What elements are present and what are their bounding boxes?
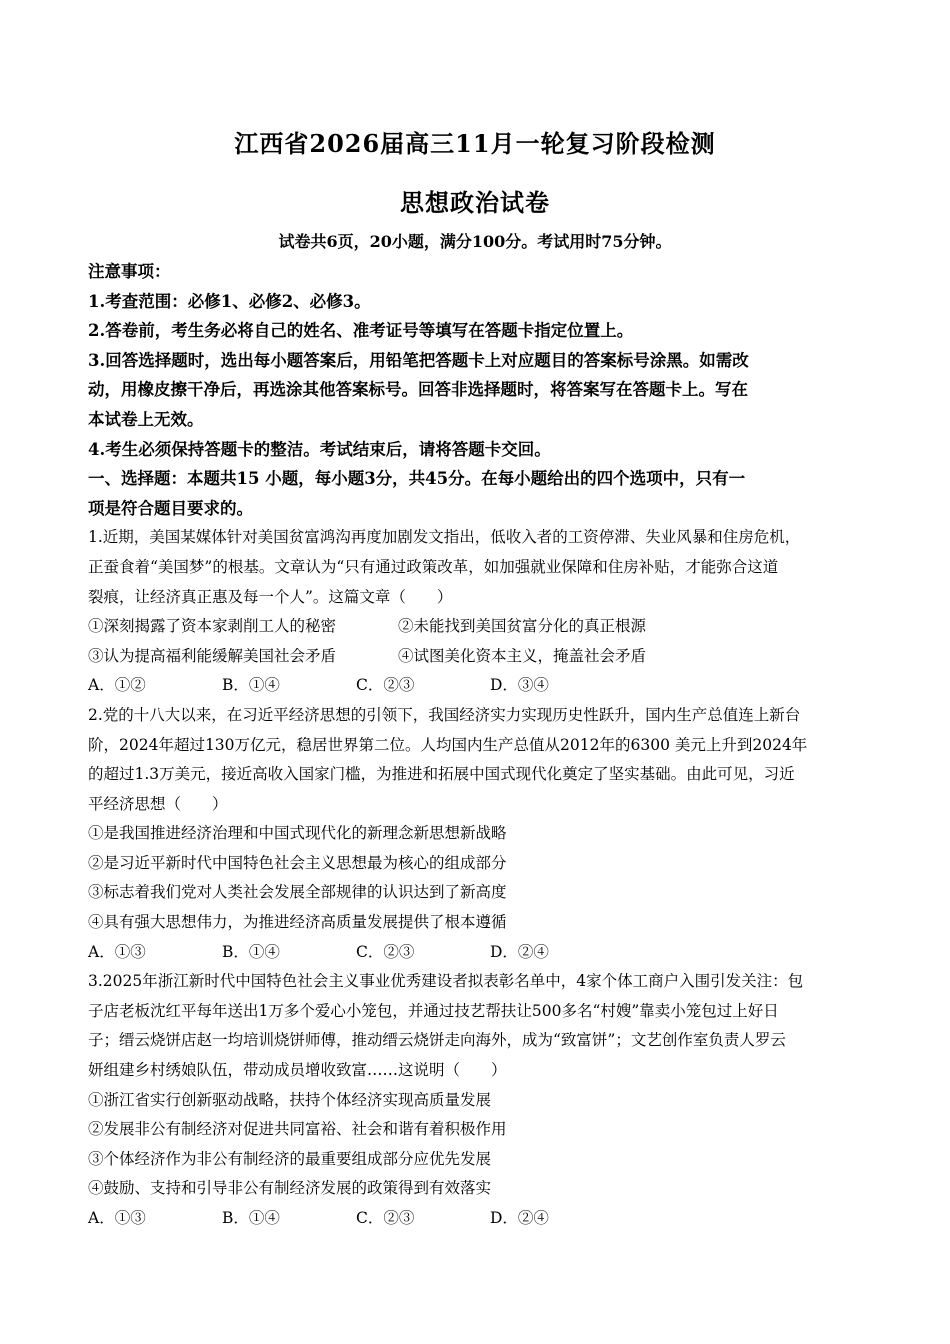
statement: ②未能找到美国贫富分化的真正根源	[398, 617, 647, 636]
note-item: 3.回答选择题时，选出每小题答案后，用铅笔把答题卡上对应题目的答案标号涂黑。如需改	[88, 350, 749, 370]
notes-heading: 注意事项：	[88, 262, 171, 281]
question-stem: 裂痕，让经济真正惠及每一个人”。这篇文章（ ）	[88, 587, 453, 606]
statement: ④试图美化资本主义，掩盖社会矛盾	[398, 646, 647, 665]
question-stem: 子店老板沈红平每年送出1万多个爱心小笼包，并通过技艺帮扶让500多名“村嫂”靠卖小笼包过上好日	[88, 1001, 779, 1020]
question-stem: 2.党的十八大以来，在习近平经济思想的引领下，我国经济实力实现历史性跃升，国内生产总值连上新台	[88, 705, 801, 724]
option-d: D．②④	[490, 942, 549, 961]
statement: ①浙江省实行创新驱动战略，扶持个体经济实现高质量发展	[88, 1090, 492, 1109]
option-c: C．②③	[356, 676, 415, 695]
statement: ①是我国推进经济治理和中国式现代化的新理念新思想新战略	[88, 824, 507, 843]
answer-options	[88, 938, 860, 968]
question-stem: 3.2025年浙江新时代中国特色社会主义事业优秀建设者拟表彰名单中，4家个体工商户入围引发关注：包	[88, 972, 804, 991]
option-c: C．②③	[356, 1209, 415, 1227]
statement-row	[88, 642, 860, 672]
question-stem: 子；缙云烧饼店赵一均培训烧饼师傅，推动缙云烧饼走向海外，成为“致富饼”；文艺创作室负责人罗云	[88, 1031, 786, 1050]
question-1	[88, 523, 860, 701]
option-a: A．①②	[88, 676, 146, 695]
exam-subject-title: 思想政治试卷	[400, 188, 550, 217]
question-stem: 正蚕食着“美国梦”的根基。文章认为“只有通过政策改革，如加强就业保障和住房补贴，才能弥合这道	[88, 557, 779, 576]
question-stem: 的超过1.3万美元，接近高收入国家门槛，为推进和拓展中国式现代化奠定了坚实基础。由此可见，习近	[88, 765, 795, 784]
question-stem: 妍组建乡村绣娘队伍，带动成员增收致富……这说明（ ）	[88, 1061, 507, 1080]
note-item: 4.考生必须保持答题卡的整洁。考试结束后，请将答题卡交回。	[88, 439, 551, 459]
section-heading: 一、选择题：本题共15 小题，每小题3分，共45分。在每小题给出的四个选项中，只有一	[88, 469, 746, 489]
statement: ④具有强大思想伟力，为推进经济高质量发展提供了根本遵循	[88, 913, 507, 932]
question-stem: 阶，2024年超过130万亿元，稳居世界第二位。人均国内生产总值从2012年的6300 美元上升到2024年	[88, 735, 808, 754]
note-item: 动，用橡皮擦干净后，再选涂其他答案标号。回答非选择题时，将答案写在答题卡上。写在	[88, 380, 748, 400]
question-stem: 1.近期，美国某媒体针对美国贫富鸿沟再度加剧发文指出，低收入者的工资停滞、失业风暴和住房危机，	[88, 528, 801, 547]
option-d: D．②④	[490, 1209, 549, 1227]
statement-row	[88, 612, 860, 642]
option-a: A．①③	[88, 942, 146, 961]
statement: ②发展非公有制经济对促进共同富裕、社会和谐有着积极作用	[88, 1120, 507, 1139]
question-stem: 平经济思想（ ）	[88, 794, 228, 813]
question-2	[88, 701, 860, 967]
answer-options	[88, 1204, 860, 1234]
note-item: 2.答卷前，考生务必将自己的姓名、准考证号等填写在答题卡指定位置上。	[88, 321, 634, 341]
option-c: C．②③	[356, 942, 415, 961]
statement: ③个体经济作为非公有制经济的最重要组成部分应优先发展	[88, 1149, 492, 1168]
note-item: 本试卷上无效。	[88, 409, 204, 429]
note-item: 1.考查范围：必修1、必修2、必修3。	[88, 291, 371, 311]
statement: ③标志着我们党对人类社会发展全部规律的认识达到了新高度	[88, 883, 507, 902]
option-a: A．①③	[88, 1209, 146, 1227]
question-3	[88, 967, 860, 1233]
exam-title: 江西省2026届高三11月一轮复习阶段检测	[234, 129, 716, 158]
exam-content	[88, 257, 860, 1234]
statement: ④鼓励、支持和引导非公有制经济发展的政策得到有效落实	[88, 1179, 492, 1198]
statement: ③认为提高福利能缓解美国社会矛盾	[88, 646, 337, 665]
option-d: D．③④	[490, 676, 549, 695]
answer-options	[88, 671, 860, 701]
statement: ②是习近平新时代中国特色社会主义思想最为核心的组成部分	[88, 853, 507, 872]
option-b: B．①④	[222, 1209, 280, 1227]
option-b: B．①④	[222, 942, 280, 961]
statement: ①深刻揭露了资本家剥削工人的秘密	[88, 617, 337, 636]
option-b: B．①④	[222, 676, 280, 695]
exam-meta: 试卷共6页，20小题，满分100分。考试用时75分钟。	[278, 232, 672, 251]
section-heading: 项是符合题目要求的。	[88, 498, 253, 518]
